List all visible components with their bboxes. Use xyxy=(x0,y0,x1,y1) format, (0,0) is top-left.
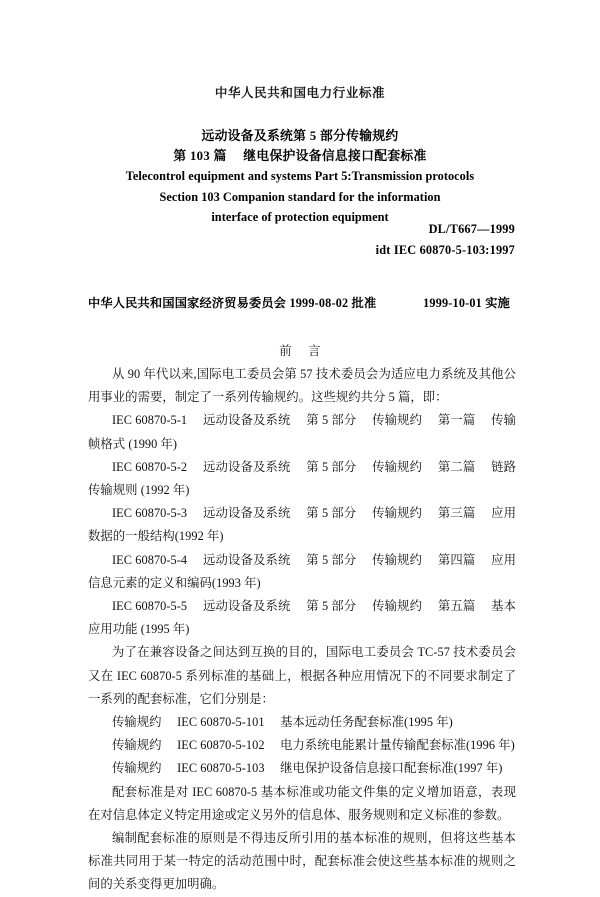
standard-code-block xyxy=(0,219,515,261)
implementation-date: 1999-10-01 实施 xyxy=(423,296,510,310)
title-english-line-3: interface of protection equipment xyxy=(211,210,389,224)
base-standard-item: IEC 60870-5-2 远动设备及系统 第 5 部分 传输规约 第二篇 链路传输规则 (1992 年) xyxy=(88,459,516,498)
title-chinese-line-2: 第 103 篇 继电保护设备信息接口配套标准 xyxy=(173,149,427,163)
companion-intro-paragraph: 为了在兼容设备之间达到互换的目的，国际电工委员会 TC-57 技术委员会又在 IEC 60870-5 系列标准的基础上，根据各种应用情况下的不同要求制定了一系列的配套标准，它们分别是： xyxy=(88,645,516,706)
document-title-block xyxy=(0,126,600,228)
foreword-heading-char-2: 言 xyxy=(308,344,321,358)
standard-number: DL/T667—1999 xyxy=(428,222,515,236)
base-standard-item: IEC 60870-5-5 远动设备及系统 第 5 部分 传输规约 第五篇 基本应用功能 (1995 年) xyxy=(88,599,516,637)
companion-definition-paragraph: 配套标准是对 IEC 60870-5 基本标准或功能文件集的定义增加语意，表现在对信息体定义特定用途或定义另外的信息体、服务规则和定义标准的参数。 xyxy=(88,784,516,822)
authority-line: 中华人民共和国电力行业标准 xyxy=(214,86,386,100)
foreword-body xyxy=(88,363,516,897)
idt-reference: idt IEC 60870-5-103:1997 xyxy=(375,243,515,257)
base-standard-item: IEC 60870-5-3 远动设备及系统 第 5 部分 传输规约 第三篇 应用数据的一般结构(1992 年) xyxy=(88,506,516,544)
standard-authority-header xyxy=(0,86,600,101)
base-standard-item: IEC 60870-5-4 远动设备及系统 第 5 部分 传输规约 第四篇 应用信息元素的定义和编码(1993 年) xyxy=(88,552,516,590)
foreword-heading xyxy=(0,341,600,359)
base-standard-item: IEC 60870-5-1 远动设备及系统 第 5 部分 传输规约 第一篇 传输帧格式 (1990 年) xyxy=(88,413,516,451)
title-chinese-line-1: 远动设备及系统第 5 部分传输规约 xyxy=(201,129,399,143)
companion-standard-item: 传输规约 IEC 60870-5-101 基本远动任务配套标准(1995 年) xyxy=(112,715,453,730)
companion-standard-item: 传输规约 IEC 60870-5-103 继电保护设备信息接口配套标准(1997 年) xyxy=(112,761,503,776)
principle-paragraph: 编制配套标准的原则是不得违反所引用的基本标准的规则，但将这些基本标准共同用于某一特定的活动范围中时，配套标准会使这些基本标准的规则之间的关系变得更加明确。 xyxy=(88,831,516,892)
approval-line xyxy=(88,294,516,311)
companion-standard-item: 传输规约 IEC 60870-5-102 电力系统电能累计量传输配套标准(1996 年) xyxy=(112,738,515,753)
title-english-line-2: Section 103 Companion standard for the information xyxy=(159,189,441,204)
foreword-heading-char-1: 前 xyxy=(279,344,292,358)
title-english-line-1: Telecontrol equipment and systems Part 5:Transmission protocols xyxy=(125,169,475,183)
foreword-intro-paragraph: 从 90 年代以来,国际电工委员会第 57 技术委员会为适应电力系统及其他公用事业的需要，制定了一系列传输规约。这些规约共分 5 篇，即： xyxy=(88,367,516,405)
approval-authority-date: 中华人民共和国国家经济贸易委员会 1999-08-02 批准 xyxy=(88,296,377,310)
